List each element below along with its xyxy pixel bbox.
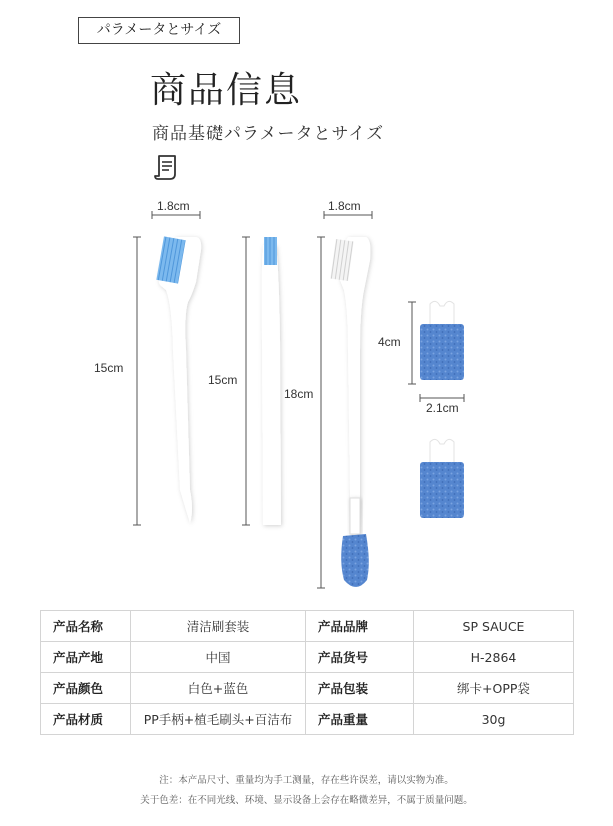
page-title: 商品信息 xyxy=(150,70,303,111)
spec-value: 中国 xyxy=(131,642,306,673)
brush-1 xyxy=(94,199,201,525)
table-row xyxy=(41,642,574,673)
section-tag: パラメータとサイズ xyxy=(78,17,240,44)
brush3-length-label: 18cm xyxy=(284,387,314,401)
product-dimension-figure xyxy=(0,190,613,600)
spec-value: 白色+蓝色 xyxy=(131,673,306,704)
sponge-head-2 xyxy=(420,439,464,518)
spec-key: 产品货号 xyxy=(306,642,414,673)
spec-table xyxy=(40,610,574,735)
brush3-width-label: 1.8cm xyxy=(328,199,361,213)
spec-key: 产品名称 xyxy=(41,611,131,642)
table-row xyxy=(41,704,574,735)
spec-value: 绑卡+OPP袋 xyxy=(414,673,574,704)
spec-value: 30g xyxy=(414,704,574,735)
spec-key: 产品产地 xyxy=(41,642,131,673)
spec-value: 清洁刷套装 xyxy=(131,611,306,642)
brush-3 xyxy=(284,199,372,588)
spec-key: 产品品牌 xyxy=(306,611,414,642)
spec-value: SP SAUCE xyxy=(414,611,574,642)
brush1-width-label: 1.8cm xyxy=(157,199,190,213)
sponge-height-label: 4cm xyxy=(378,335,401,349)
brush2-length-label: 15cm xyxy=(208,373,238,387)
spec-key: 产品颜色 xyxy=(41,673,131,704)
brush1-length-label: 15cm xyxy=(94,361,124,375)
table-row xyxy=(41,611,574,642)
color-note: 关于色差：在不同光线、环境、显示设备上会存在略微差异，不属于质量问题。 xyxy=(140,795,473,806)
spec-key: 产品重量 xyxy=(306,704,414,735)
sponge-head-1 xyxy=(378,301,464,415)
measurement-note: 注：本产品尺寸、重量均为手工测量，存在些许误差，请以实物为准。 xyxy=(159,775,454,786)
sponge-width-label: 2.1cm xyxy=(426,401,459,415)
brush-2 xyxy=(208,237,281,525)
table-row xyxy=(41,673,574,704)
document-icon xyxy=(153,152,183,182)
page-subtitle: 商品基礎パラメータとサイズ xyxy=(152,124,385,144)
spec-key: 产品包装 xyxy=(306,673,414,704)
spec-key: 产品材质 xyxy=(41,704,131,735)
spec-value: PP手柄+植毛刷头+百洁布 xyxy=(131,704,306,735)
spec-value: H-2864 xyxy=(414,642,574,673)
